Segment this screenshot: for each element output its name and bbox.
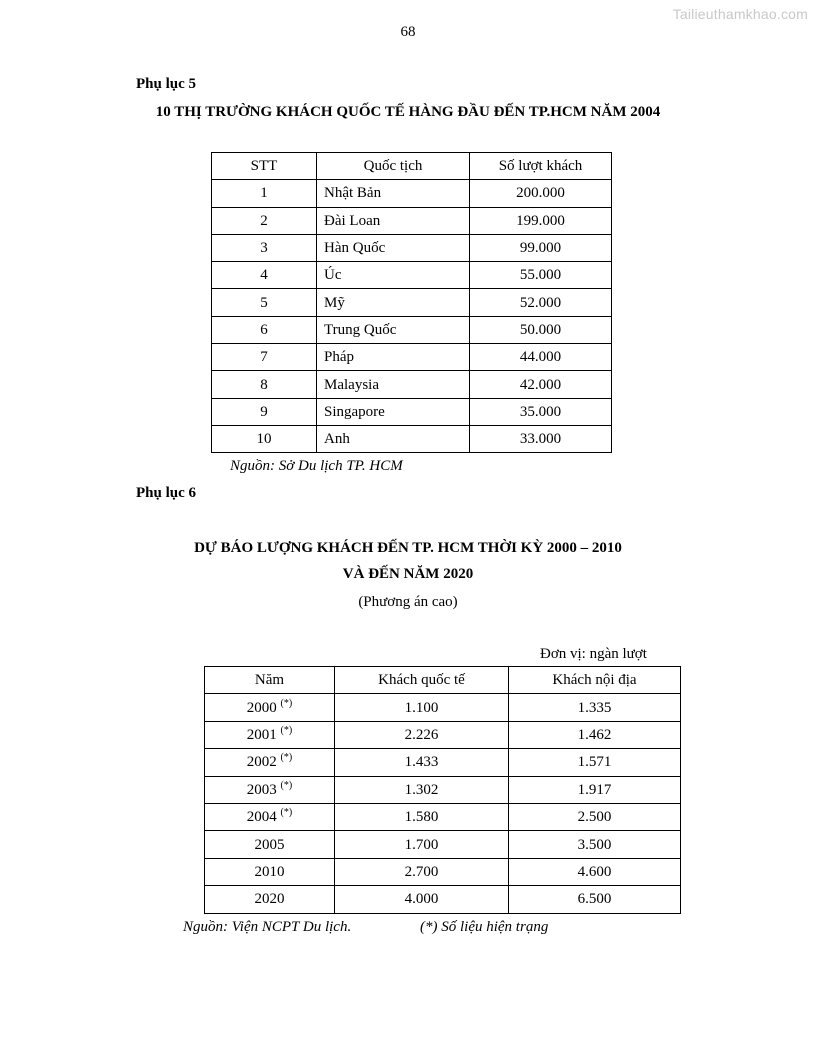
table-row: [212, 234, 612, 261]
visitors-cell: 44.000: [470, 344, 612, 371]
table-row: [212, 207, 612, 234]
stt-cell: 9: [212, 398, 317, 425]
stt-cell: 7: [212, 344, 317, 371]
visitors-cell: 99.000: [470, 234, 612, 261]
table-row: [205, 831, 681, 858]
header-visitors: Số lượt khách: [470, 153, 612, 180]
visitors-cell: 50.000: [470, 316, 612, 343]
nationality-cell: Anh: [317, 425, 470, 452]
page-number: 68: [400, 24, 416, 40]
stt-cell: 1: [212, 180, 317, 207]
appendix-5-title: 10 THỊ TRƯỜNG KHÁCH QUỐC TẾ HÀNG ĐẦU ĐẾN TP.HCM NĂM 2004: [155, 104, 661, 120]
domestic-cell: 2.500: [509, 803, 681, 830]
year-value: 2005: [254, 836, 285, 853]
year-cell: [205, 721, 335, 748]
table-row: [212, 425, 612, 452]
appendix-5-label: Phụ lục 5: [136, 76, 197, 92]
table-row: [205, 721, 681, 748]
table-row: [212, 344, 612, 371]
international-cell: 2.226: [335, 721, 509, 748]
table-row: [205, 803, 681, 830]
table-row: [212, 180, 612, 207]
domestic-cell: 1.571: [509, 749, 681, 776]
visitors-cell: 35.000: [470, 398, 612, 425]
year-value: 2020: [254, 891, 285, 908]
table-row: [212, 316, 612, 343]
stt-cell: 4: [212, 262, 317, 289]
year-value: 2000: [246, 699, 277, 716]
table-row: [212, 371, 612, 398]
watermark: Tailieuthamkhao.com: [672, 6, 808, 22]
international-cell: 1.100: [335, 694, 509, 721]
visitors-cell: 199.000: [470, 207, 612, 234]
table-row: [205, 858, 681, 885]
international-cell: 1.433: [335, 749, 509, 776]
unit-label: Đơn vị: ngàn lượt: [540, 646, 647, 662]
year-value: 2001: [246, 726, 277, 743]
forecast-table: [204, 666, 681, 914]
appendix-6-title-line1: DỰ BÁO LƯỢNG KHÁCH ĐẾN TP. HCM THỜI KỲ 2000 – 2010: [194, 540, 622, 556]
visitors-cell: 42.000: [470, 371, 612, 398]
stt-cell: 2: [212, 207, 317, 234]
header-year: Năm: [205, 667, 335, 694]
current-data-marker: (*): [280, 752, 293, 764]
nationality-cell: Nhật Bản: [317, 180, 470, 207]
year-value: 2010: [254, 863, 285, 880]
domestic-cell: 1.462: [509, 721, 681, 748]
nationality-cell: Trung Quốc: [317, 316, 470, 343]
year-value: 2002: [246, 754, 277, 771]
appendix-6-label: Phụ lục 6: [136, 485, 197, 501]
domestic-cell: 6.500: [509, 886, 681, 913]
table-header-row: [205, 667, 681, 694]
stt-cell: 5: [212, 289, 317, 316]
header-international: Khách quốc tế: [335, 667, 509, 694]
header-nationality: Quốc tịch: [317, 153, 470, 180]
visitors-cell: 33.000: [470, 425, 612, 452]
international-cell: 1.580: [335, 803, 509, 830]
table-row: [212, 289, 612, 316]
visitors-cell: 55.000: [470, 262, 612, 289]
appendix-6-title-line2: VÀ ĐẾN NĂM 2020: [342, 566, 474, 582]
appendix-6-note: (*) Số liệu hiện trạng: [420, 919, 549, 935]
year-cell: [205, 803, 335, 830]
stt-cell: 8: [212, 371, 317, 398]
international-cell: 4.000: [335, 886, 509, 913]
year-cell: [205, 694, 335, 721]
stt-cell: 10: [212, 425, 317, 452]
nationality-cell: Malaysia: [317, 371, 470, 398]
appendix-6-source: Nguồn: Viện NCPT Du lịch.: [183, 919, 352, 935]
appendix-5-source: Nguồn: Sở Du lịch TP. HCM: [230, 458, 403, 474]
year-value: 2003: [246, 781, 277, 798]
header-stt: STT: [212, 153, 317, 180]
current-data-marker: (*): [280, 697, 293, 709]
header-domestic: Khách nội địa: [509, 667, 681, 694]
current-data-marker: (*): [280, 807, 293, 819]
international-cell: 1.302: [335, 776, 509, 803]
current-data-marker: (*): [280, 779, 293, 791]
nationality-cell: Úc: [317, 262, 470, 289]
table-row: [212, 262, 612, 289]
international-cell: 1.700: [335, 831, 509, 858]
table-header-row: [212, 153, 612, 180]
year-cell: [205, 831, 335, 858]
domestic-cell: 4.600: [509, 858, 681, 885]
table-row: [205, 694, 681, 721]
nationality-cell: Mỹ: [317, 289, 470, 316]
year-cell: [205, 749, 335, 776]
table-row: [212, 398, 612, 425]
current-data-marker: (*): [280, 724, 293, 736]
table-row: [205, 749, 681, 776]
domestic-cell: 1.917: [509, 776, 681, 803]
domestic-cell: 1.335: [509, 694, 681, 721]
visitors-cell: 52.000: [470, 289, 612, 316]
table-row: [205, 886, 681, 913]
year-cell: [205, 858, 335, 885]
table-row: [205, 776, 681, 803]
international-cell: 2.700: [335, 858, 509, 885]
appendix-6-subtitle: (Phương án cao): [358, 594, 458, 610]
stt-cell: 3: [212, 234, 317, 261]
domestic-cell: 3.500: [509, 831, 681, 858]
nationality-cell: Pháp: [317, 344, 470, 371]
year-cell: [205, 886, 335, 913]
nationality-cell: Singapore: [317, 398, 470, 425]
stt-cell: 6: [212, 316, 317, 343]
nationality-cell: Hàn Quốc: [317, 234, 470, 261]
visitors-cell: 200.000: [470, 180, 612, 207]
nationality-cell: Đài Loan: [317, 207, 470, 234]
top-markets-table: [211, 152, 612, 453]
year-value: 2004: [246, 809, 277, 826]
year-cell: [205, 776, 335, 803]
